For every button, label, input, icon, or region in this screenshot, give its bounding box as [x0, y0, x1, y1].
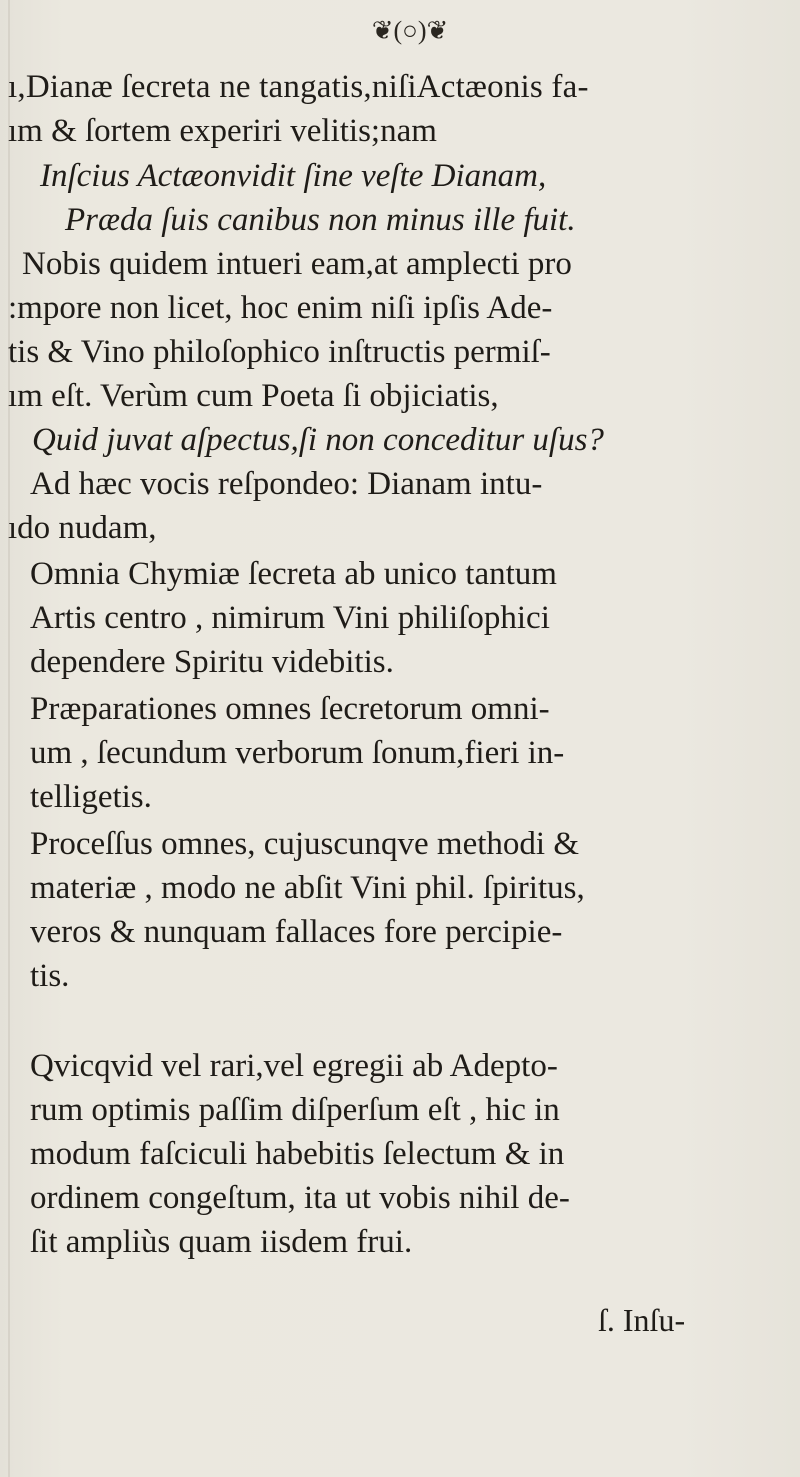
- text-line-13: um , ſecundum verborum ſonum,fieri in-: [30, 735, 565, 771]
- text-line-15: Proceſſus omnes, cujuscunqve methodi &: [30, 826, 579, 862]
- text-line-18: tis.: [30, 958, 70, 994]
- text-line-3: Nobis quidem intueri eam,at amplecti pro: [22, 246, 572, 282]
- text-line-6: ım eſt. Verùm cum Poeta ſi objiciatis,: [8, 378, 499, 414]
- text-line-4: :mpore non licet, hoc enim niſi ipſis Ade-: [8, 290, 553, 326]
- text-line-19: Qvicqvid vel rari,vel egregii ab Adepto-: [30, 1048, 558, 1084]
- text-line-14: telligetis.: [30, 779, 152, 815]
- text-line-16: materiæ , modo ne abſit Vini phil. ſpiritus,: [30, 870, 585, 906]
- verse-line-1: Inſcius Actæonvidit ſine veſte Dianam,: [40, 158, 547, 194]
- text-line-10: Artis centro , nimirum Vini philiſophici: [30, 600, 550, 636]
- text-line-1: ı,Dianæ ſecreta ne tangatis,niſiActæonis fa-: [8, 69, 589, 105]
- text-line-22: ordinem congeſtum, ita ut vobis nihil de-: [30, 1180, 570, 1216]
- text-line-5: tis & Vino philoſophico inſtructis permiſ-: [8, 334, 551, 370]
- text-line-20: rum optimis paſſim diſperſum eſt , hic in: [30, 1092, 560, 1128]
- binding-gutter: [8, 0, 10, 1477]
- text-line-8: ıdo nudam,: [8, 510, 157, 546]
- quote-line: Quid juvat aſpectus,ſi non conceditur uſus?: [32, 422, 604, 458]
- text-line-11: dependere Spiritu videbitis.: [30, 644, 394, 680]
- text-line-23: ſit ampliùs quam iisdem frui.: [30, 1224, 413, 1260]
- catchword: ſ. Inſu-: [598, 1302, 686, 1338]
- text-line-7: Ad hæc vocis reſpondeo: Dianam intu-: [30, 466, 543, 502]
- text-line-21: modum faſciculi habebitis ſelectum & in: [30, 1136, 565, 1172]
- text-line-2: ım & ſortem experiri velitis;nam: [8, 113, 437, 149]
- header-ornament: ❦(○)❦: [371, 16, 449, 45]
- text-line-12: Præparationes omnes ſecretorum omni-: [30, 691, 550, 727]
- text-line-17: veros & nunquam fallaces fore percipie-: [30, 914, 563, 950]
- text-line-9: Omnia Chymiæ ſecreta ab unico tantum: [30, 556, 557, 592]
- verse-line-2: Præda ſuis canibus non minus ille fuit.: [65, 202, 576, 238]
